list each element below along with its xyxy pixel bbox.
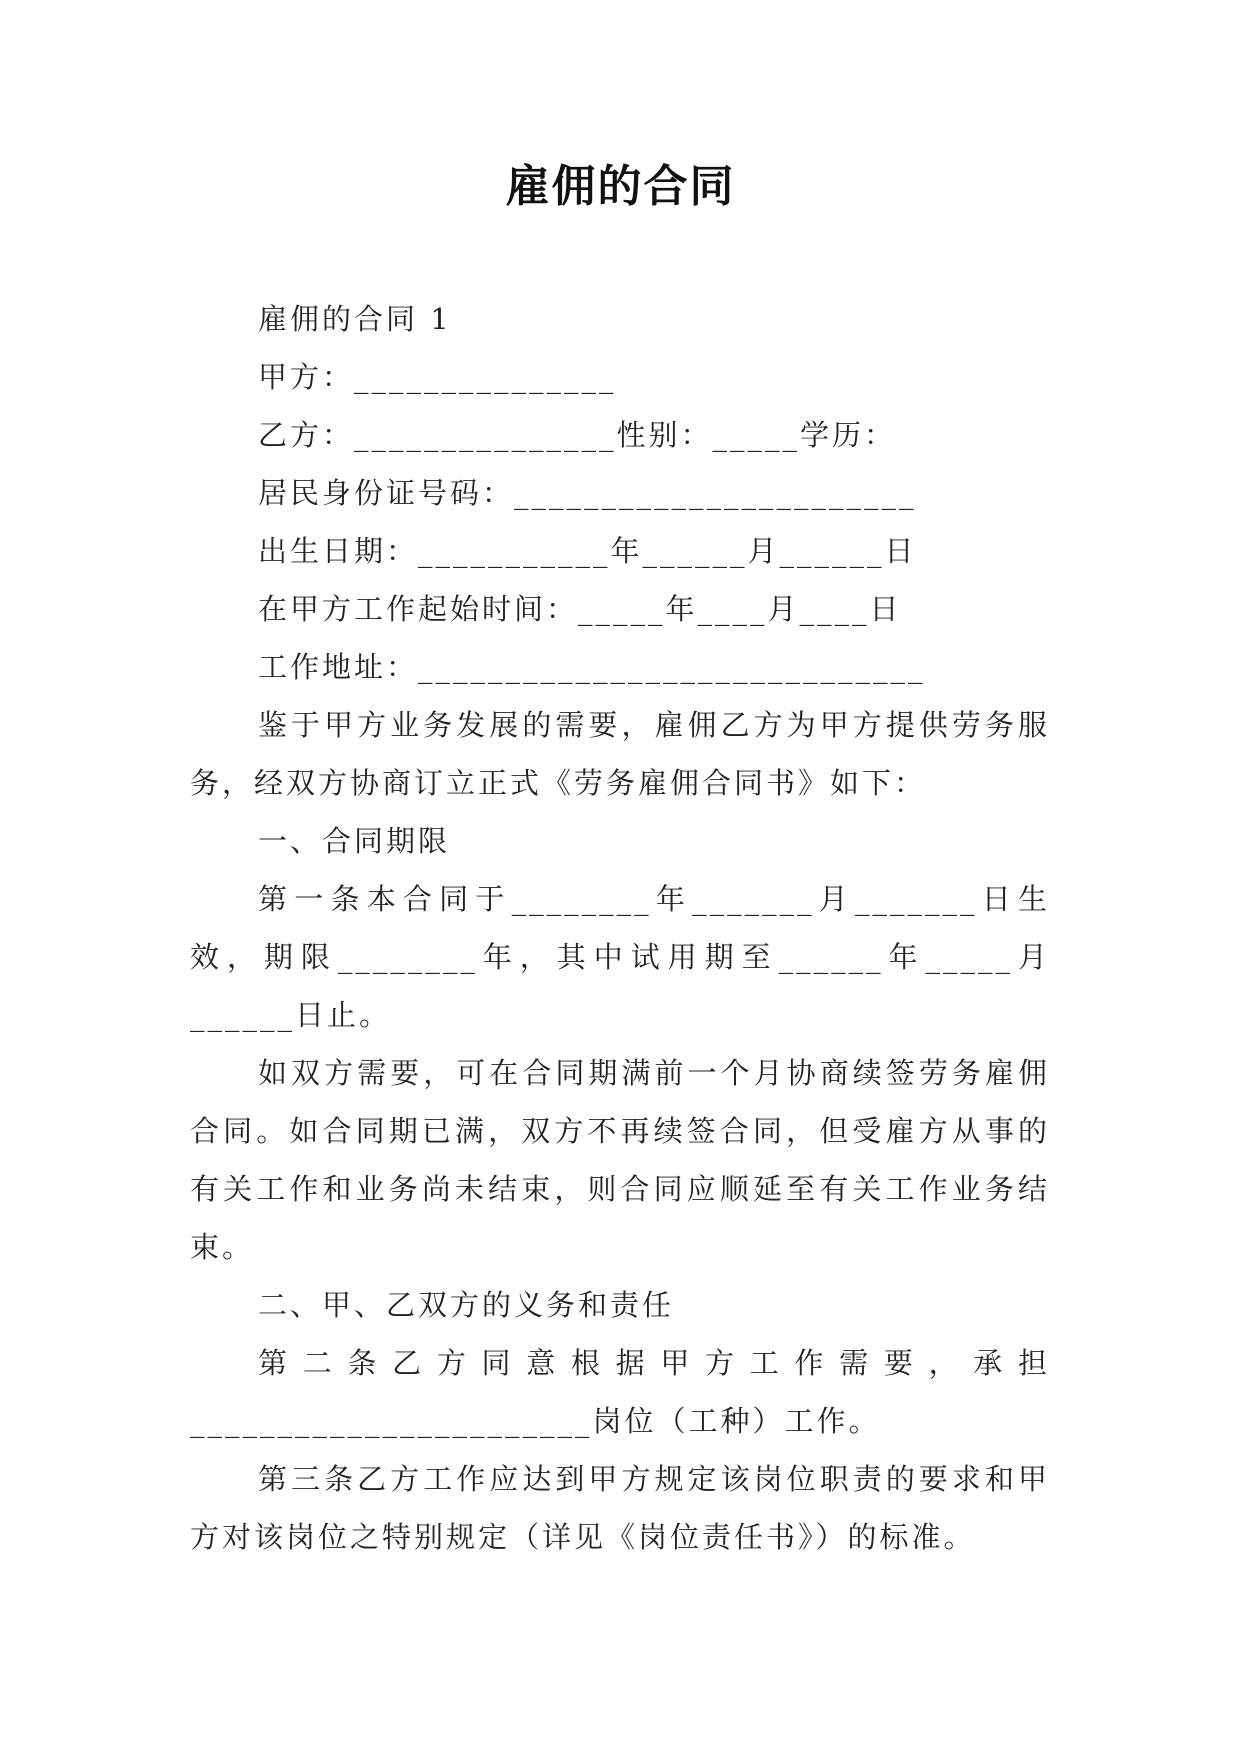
id-number-field: 居民身份证号码：_______________________: [258, 476, 917, 510]
party-b-field: 乙方：_______________性别：_____学历：: [258, 418, 897, 452]
birth-date-field: 出生日期：___________年______月______日: [258, 534, 917, 568]
article-2-paragraph: 第二条乙方同意根据甲方工作需要，承担_______________________岗位（工种）工作。: [190, 1346, 1050, 1438]
work-address-field: 工作地址：_____________________________: [258, 650, 926, 684]
contract-subtitle: 雇佣的合同 1: [258, 302, 452, 336]
section-heading-term: 一、合同期限: [258, 824, 451, 858]
start-time-field: 在甲方工作起始时间：_____年____月____日: [258, 592, 902, 626]
document-title: 雇佣的合同: [505, 161, 736, 212]
section-heading-duties: 二、甲、乙双方的义务和责任: [258, 1288, 675, 1322]
article-3-paragraph: 第三条乙方工作应达到甲方规定该岗位职责的要求和甲方对该岗位之特别规定（详见《岗位责任书》）的标准。: [190, 1462, 1050, 1554]
intro-paragraph: 鉴于甲方业务发展的需要，雇佣乙方为甲方提供劳务服务，经双方协商订立正式《劳务雇佣合同书》如下：: [190, 708, 1050, 800]
party-a-field: 甲方：_______________: [258, 360, 617, 394]
renewal-paragraph: 如双方需要，可在合同期满前一个月协商续签劳务雇佣合同。如合同期已满，双方不再续签合同，但受雇方从事的有关工作和业务尚未结束，则合同应顺延至有关工作业务结束。: [190, 1056, 1050, 1264]
document-body: [190, 290, 1050, 1566]
article-1-paragraph: 第一条本合同于________年_______月_______日生效，期限________年，其中试用期至______年_____月______日止。: [190, 882, 1050, 1032]
